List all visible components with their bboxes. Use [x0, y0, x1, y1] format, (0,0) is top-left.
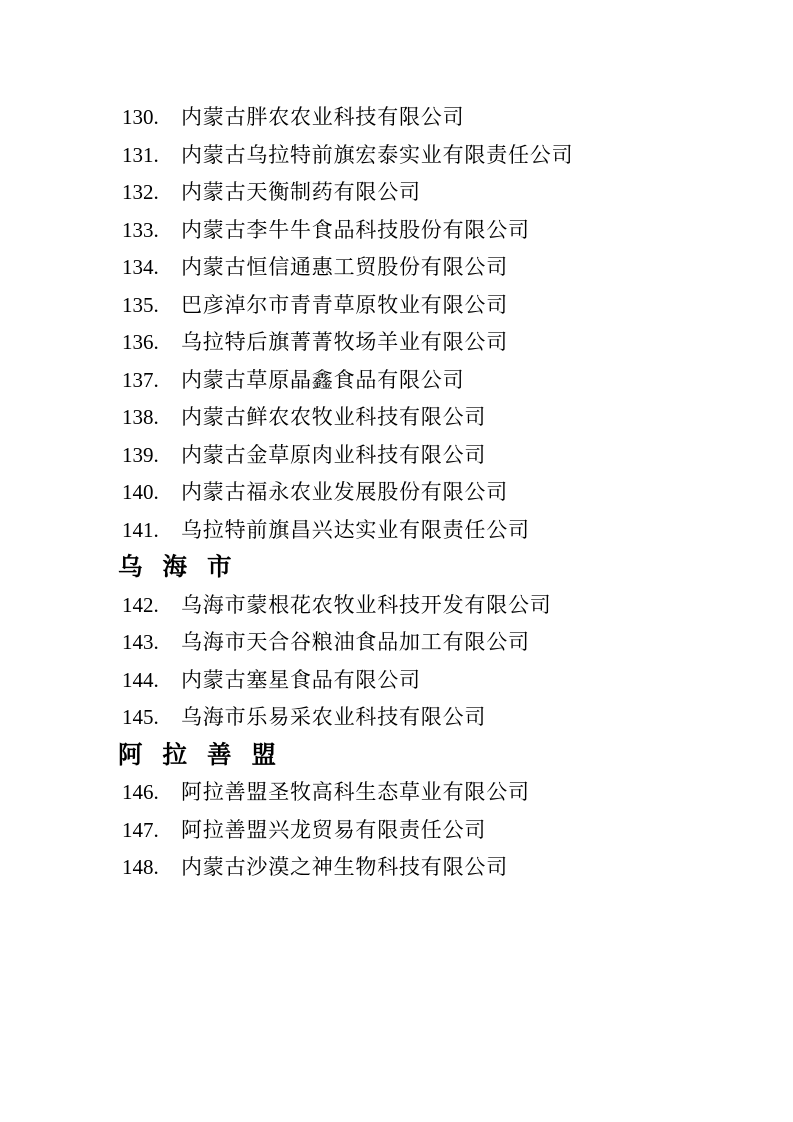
list-item [0, 624, 793, 662]
list-item [0, 99, 793, 137]
item-number: 142. [122, 592, 159, 617]
item-name: 阿拉善盟圣牧高科生态草业有限公司 [181, 780, 530, 804]
item-name: 内蒙古胖农农业科技有限公司 [181, 105, 465, 129]
item-name: 阿拉善盟兴龙贸易有限责任公司 [181, 817, 487, 842]
item-name: 内蒙古金草原肉业科技有限公司 [181, 442, 487, 467]
item-name: 内蒙古草原晶鑫食品有限公司 [181, 367, 465, 392]
item-number: 140. [122, 480, 159, 504]
item-name: 乌海市蒙根花农牧业科技开发有限公司 [181, 592, 552, 617]
item-number: 139. [122, 442, 159, 467]
item-number: 144. [122, 667, 159, 692]
item-number: 138. [122, 405, 159, 429]
item-name: 内蒙古恒信通惠工贸股份有限公司 [181, 255, 508, 279]
list-item [0, 474, 793, 512]
item-name: 内蒙古乌拉特前旗宏泰实业有限责任公司 [181, 142, 574, 167]
item-name: 巴彦淖尔市青青草原牧业有限公司 [181, 292, 508, 317]
list-item [0, 774, 793, 812]
item-name: 内蒙古天衡制药有限公司 [181, 180, 421, 204]
list-item [0, 849, 793, 887]
item-number: 146. [122, 780, 159, 804]
list-item [0, 699, 793, 737]
item-number: 137. [122, 367, 159, 392]
item-number: 135. [122, 292, 159, 317]
item-number: 131. [122, 142, 159, 167]
company-list [0, 99, 793, 887]
list-item [0, 324, 793, 362]
item-number: 141. [122, 517, 159, 542]
item-number: 133. [122, 217, 159, 242]
item-name: 内蒙古鲜农农牧业科技有限公司 [181, 405, 487, 429]
item-number: 148. [122, 855, 159, 879]
list-item [0, 174, 793, 212]
item-name: 乌海市天合谷粮油食品加工有限公司 [181, 630, 530, 654]
item-number: 147. [122, 817, 159, 842]
list-item [0, 399, 793, 437]
item-name: 乌拉特前旗昌兴达实业有限责任公司 [181, 517, 530, 542]
item-name: 内蒙古福永农业发展股份有限公司 [181, 480, 508, 504]
item-number: 134. [122, 255, 159, 279]
list-item [0, 587, 793, 625]
list-item [0, 287, 793, 325]
list-item [0, 662, 793, 700]
list-item [0, 512, 793, 550]
item-name: 乌拉特后旗菁菁牧场羊业有限公司 [181, 330, 508, 354]
item-name: 内蒙古沙漠之神生物科技有限公司 [181, 855, 508, 879]
section-header: 乌海市 [118, 554, 252, 581]
list-item [0, 437, 793, 475]
item-number: 145. [122, 705, 159, 729]
item-name: 内蒙古塞星食品有限公司 [181, 667, 421, 692]
item-name: 乌海市乐易采农业科技有限公司 [181, 705, 487, 729]
item-number: 132. [122, 180, 159, 204]
item-number: 143. [122, 630, 159, 654]
list-item [0, 812, 793, 850]
section-header: 阿拉善盟 [118, 741, 296, 769]
item-number: 130. [122, 105, 159, 129]
item-number: 136. [122, 330, 159, 354]
list-item [0, 137, 793, 175]
item-name: 内蒙古李牛牛食品科技股份有限公司 [181, 217, 530, 242]
list-item [0, 362, 793, 400]
list-item [0, 249, 793, 287]
list-item [0, 212, 793, 250]
